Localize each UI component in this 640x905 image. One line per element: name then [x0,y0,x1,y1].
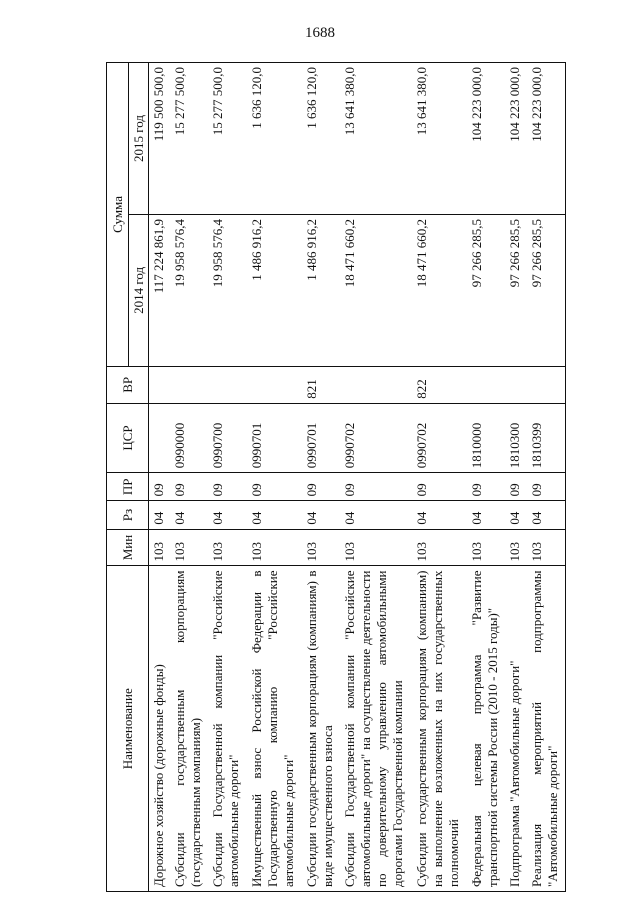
row-sum-2015: 13 641 380,0 [340,63,412,215]
row-rz: 04 [505,501,526,529]
table-row [467,63,505,892]
row-min: 103 [149,529,171,566]
table-row [340,63,412,892]
row-sum-2015: 104 223 000,0 [505,63,526,215]
row-rz: 04 [208,501,246,529]
row-rz: 04 [247,501,302,529]
row-pr: 09 [467,473,505,501]
row-rz: 04 [467,501,505,529]
row-csr: 0990701 [247,403,302,472]
table-row [412,63,467,892]
row-name: Субсидии Государственной компании "Российские автомобильные дороги" на осуществление деятельности по доверительному управлению автомобильными дорогами Государственной компании [340,566,412,892]
row-csr: 0990702 [340,403,412,472]
row-vr [149,366,171,403]
row-sum-2014: 97 266 285,5 [527,214,566,366]
table-body [149,63,566,892]
row-name: Федеральная целевая программа "Развитие транспортной системы России (2010 - 2015 годы)" [467,566,505,892]
table-row [302,63,340,892]
row-csr: 1810300 [505,403,526,472]
row-min: 103 [247,529,302,566]
row-name: Подпрограмма "Автомобильные дороги" [505,566,526,892]
page-number: 1688 [305,25,335,41]
row-sum-2014: 19 958 576,4 [208,214,246,366]
row-sum-2015: 13 641 380,0 [412,63,467,215]
row-sum-2014: 18 471 660,2 [412,214,467,366]
row-pr: 09 [208,473,246,501]
row-sum-2015: 119 500 500,0 [149,63,171,215]
row-pr: 09 [170,473,208,501]
header-min: Мин [107,529,149,566]
row-name: Субсидии государственным корпорациям (компаниям) на выполнение возложенных на них государственных полномочий [412,566,467,892]
row-min: 103 [302,529,340,566]
header-vr: ВР [107,366,149,403]
row-sum-2015: 1 636 120,0 [247,63,302,215]
row-name: Субсидии государственным корпорациям (компаниям) в виде имущественного взноса [302,566,340,892]
row-sum-2015: 15 277 500,0 [170,63,208,215]
row-vr [340,366,412,403]
row-sum-2015: 104 223 000,0 [467,63,505,215]
row-rz: 04 [340,501,412,529]
row-min: 103 [340,529,412,566]
row-name: Субсидии государственным корпорациям (государственным компаниям) [170,566,208,892]
row-sum-2014: 97 266 285,5 [505,214,526,366]
row-pr: 09 [505,473,526,501]
row-csr: 0990700 [208,403,246,472]
row-min: 103 [505,529,526,566]
row-min: 103 [527,529,566,566]
table-row [170,63,208,892]
row-sum-2014: 1 486 916,2 [247,214,302,366]
header-year-2015: 2015 год [129,63,149,215]
header-name: Наименование [107,566,149,892]
header-sum: Сумма [107,63,129,367]
row-pr: 09 [412,473,467,501]
row-min: 103 [412,529,467,566]
row-rz: 04 [527,501,566,529]
row-sum-2015: 1 636 120,0 [302,63,340,215]
table-row [247,63,302,892]
row-name: Субсидии Государственной компании "Российские автомобильные дороги" [208,566,246,892]
row-vr [467,366,505,403]
row-csr: 1810399 [527,403,566,472]
row-rz: 04 [170,501,208,529]
row-sum-2014: 1 486 916,2 [302,214,340,366]
row-csr [149,403,171,472]
table-row [149,63,171,892]
header-pr: ПР [107,473,149,501]
row-sum-2015: 15 277 500,0 [208,63,246,215]
row-vr [247,366,302,403]
row-rz: 04 [149,501,171,529]
row-pr: 09 [527,473,566,501]
row-sum-2014: 19 958 576,4 [170,214,208,366]
row-rz: 04 [302,501,340,529]
table-header [107,63,149,892]
row-vr [170,366,208,403]
header-rz: Рз [107,501,149,529]
header-csr: ЦСР [107,403,149,472]
table-row [527,63,566,892]
row-csr: 0990701 [302,403,340,472]
row-name: Реализация мероприятий подпрограммы "Автомобильные дороги" [527,566,566,892]
row-min: 103 [467,529,505,566]
row-pr: 09 [340,473,412,501]
row-sum-2014: 97 266 285,5 [467,214,505,366]
budget-table [106,62,566,892]
row-name: Имущественный взнос Российской Федерации в Государственную компанию "Российские автомобильные дороги" [247,566,302,892]
row-sum-2014: 117 224 861,9 [149,214,171,366]
row-csr: 0990000 [170,403,208,472]
rotated-page-area [106,62,566,892]
row-pr: 09 [302,473,340,501]
row-min: 103 [170,529,208,566]
row-pr: 09 [247,473,302,501]
table-row [505,63,526,892]
row-vr: 821 [302,366,340,403]
row-vr [505,366,526,403]
table-row [208,63,246,892]
row-min: 103 [208,529,246,566]
row-csr: 1810000 [467,403,505,472]
row-rz: 04 [412,501,467,529]
row-pr: 09 [149,473,171,501]
row-vr [527,366,566,403]
header-year-2014: 2014 год [129,214,149,366]
row-vr [208,366,246,403]
row-sum-2015: 104 223 000,0 [527,63,566,215]
row-sum-2014: 18 471 660,2 [340,214,412,366]
row-name: Дорожное хозяйство (дорожные фонды) [149,566,171,892]
row-csr: 0990702 [412,403,467,472]
row-vr: 822 [412,366,467,403]
